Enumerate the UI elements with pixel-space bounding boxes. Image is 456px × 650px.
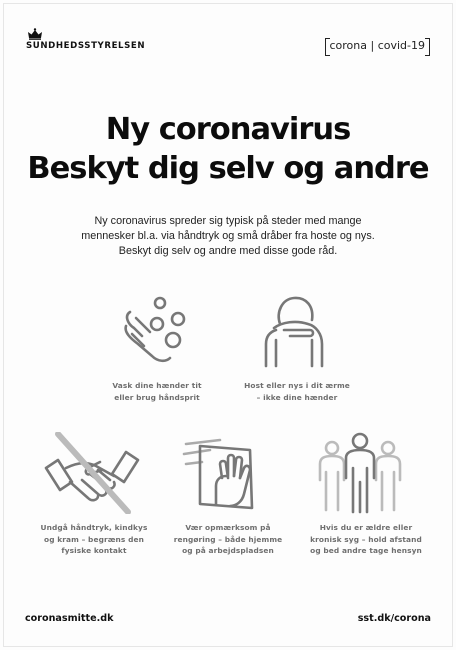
bracket-right (425, 38, 430, 56)
caption-line: Hvis du er ældre eller (319, 523, 413, 532)
title-line-1: Ny coronavirus (105, 112, 351, 147)
advice-caption-cleaning (160, 522, 296, 557)
caption-line: Host eller nys i dit ærme (244, 381, 350, 390)
caption-line: og bed andre tage hensyn (310, 546, 422, 556)
footer-link-coronasmitte[interactable]: coronasmitte.dk (25, 613, 114, 624)
intro-line-2: mennesker bl.a. via håndtryk og små dråber fra hoste og nys. (81, 230, 375, 242)
advice-caption-hand-wash (92, 380, 222, 403)
caption-line: – ikke dine hænder (256, 392, 338, 402)
caption-line: Vask dine hænder tit (112, 381, 202, 390)
campaign-tag (325, 38, 431, 53)
footer-link-sst[interactable]: sst.dk/corona (357, 613, 431, 624)
caption-line: Undgå håndtryk, kindkys (40, 523, 148, 532)
intro-line-1: Ny coronavirus spreder sig typisk på steder med mange (94, 215, 362, 227)
page-title (0, 110, 456, 188)
caption-line: og kram – begræns den (44, 534, 144, 544)
intro-text (60, 214, 396, 259)
distance-people-icon (316, 432, 404, 514)
sundhedsstyrelsen-logo (26, 28, 145, 51)
logo-text: SUNDHEDSSTYRELSEN (26, 41, 146, 51)
campaign-tag-text: corona | covid-19 (329, 39, 425, 52)
caption-line: fysiske kontakt (61, 546, 127, 556)
caption-line: kronisk syg – hold afstand (310, 534, 422, 544)
title-line-2: Beskyt dig selv og andre (27, 151, 429, 186)
cleaning-icon (180, 430, 264, 514)
advice-caption-no-handshake (24, 522, 164, 557)
advice-caption-distance (296, 522, 436, 557)
intro-line-3: Beskyt dig selv og andre med disse gode råd. (118, 245, 338, 257)
crown-icon (27, 28, 43, 40)
caption-line: og på arbejdspladsen (182, 546, 274, 556)
caption-line: Vær opmærksom på (185, 523, 271, 532)
caption-line: rengøring – både hjemme (173, 534, 283, 544)
hand-wash-icon (120, 294, 190, 366)
no-handshake-icon (44, 432, 140, 514)
bracket-left (325, 38, 330, 56)
advice-caption-cough-elbow (232, 380, 362, 403)
caption-line: eller brug håndsprit (114, 392, 200, 402)
cough-elbow-icon (262, 294, 330, 368)
